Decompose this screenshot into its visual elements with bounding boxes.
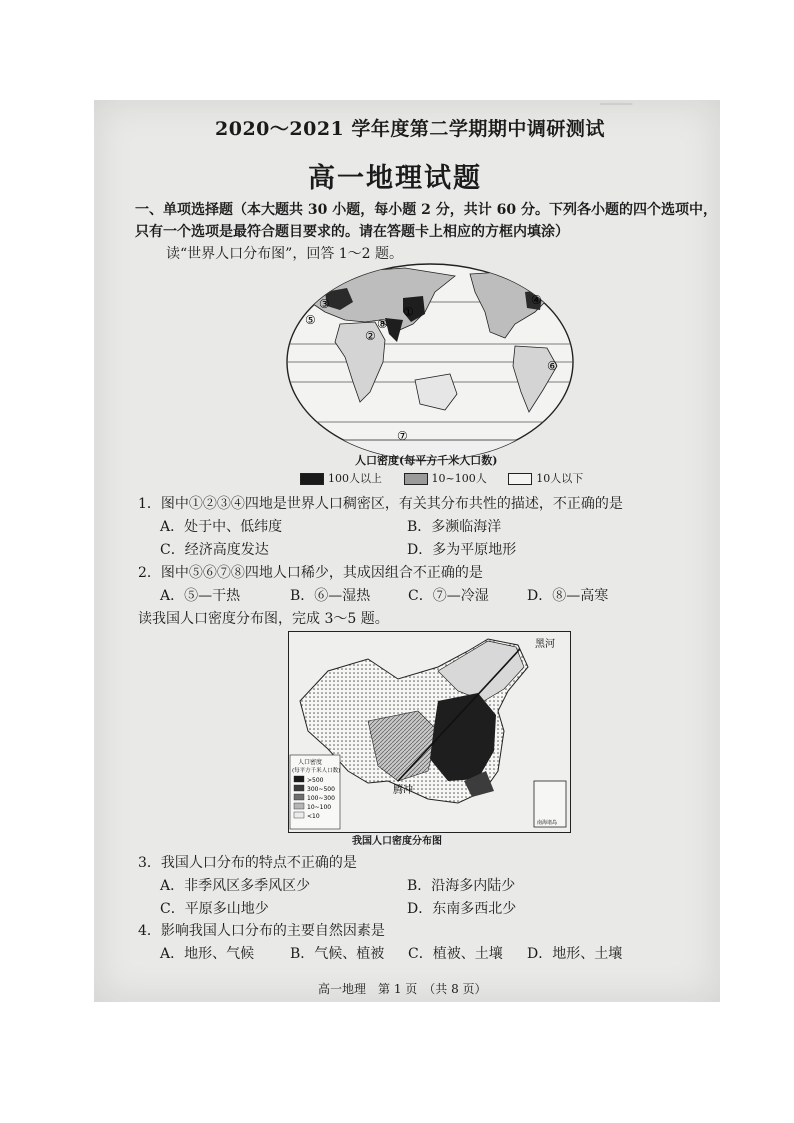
- question-2-option-d: D．⑧—高寒: [527, 588, 609, 604]
- china-legend-100-300: 100~300: [307, 795, 335, 802]
- question-4-option-d: D．地形、土壤: [527, 946, 623, 962]
- section-heading-line2: 只有一个选项是最符合题目要求的。请在答题卡上相应的方框内填涂）: [135, 224, 569, 240]
- legend-item-sparse: 10人以下: [508, 472, 583, 485]
- marker-3: ③: [319, 297, 330, 311]
- question-1-option-a: A．处于中、低纬度: [160, 519, 283, 535]
- china-map-caption: 我国人口密度分布图: [352, 836, 442, 847]
- world-population-map: [285, 262, 575, 462]
- question-4-option-a: A．地形、气候: [160, 946, 255, 962]
- label-tengchong: 腾冲: [393, 785, 413, 796]
- china-legend-500: >500: [307, 777, 324, 784]
- exam-subtitle: 高一地理试题: [308, 163, 482, 194]
- china-population-map: [288, 631, 571, 833]
- intro-world-map: 读“世界人口分布图”，回答 1～2 题。: [166, 246, 404, 262]
- legend-item-dense: 100人以上: [300, 472, 382, 485]
- question-3-option-c: C．平原多山地少: [160, 901, 269, 917]
- question-4-option-b: B．气候、植被: [290, 946, 385, 962]
- section-heading-line1: 一、单项选择题（本大题共 30 小题，每小题 2 分，共计 60 分。下列各小题的四个选项中，: [135, 202, 717, 218]
- question-2-stem: 2．图中⑤⑥⑦⑧四地人口稀少，其成因组合不正确的是: [138, 565, 483, 581]
- china-legend-under-10: <10: [307, 813, 320, 820]
- question-3-option-b: B．沿海多内陆少: [407, 878, 516, 894]
- question-1-option-c: C．经济高度发达: [160, 542, 269, 558]
- legend-item-medium: 10~100人: [404, 472, 487, 485]
- question-3-option-d: D．东南多西北少: [407, 901, 517, 917]
- exam-title: 2020～2021 学年度第二学期期中调研测试: [215, 118, 605, 140]
- inset-label: 南海诸岛: [537, 820, 558, 826]
- intro-china-map: 读我国人口密度分布图，完成 3～5 题。: [138, 611, 389, 627]
- world-map-legend: [300, 470, 583, 486]
- question-3-stem: 3．我国人口分布的特点不正确的是: [138, 855, 357, 871]
- china-legend-300-500: 300~500: [307, 786, 335, 793]
- marker-7: ⑦: [397, 429, 408, 443]
- question-1-option-b: B．多濒临海洋: [407, 519, 502, 535]
- question-2-option-a: A．⑤—干热: [160, 588, 241, 604]
- marker-2: ②: [365, 329, 376, 343]
- china-legend-title-1: 人口密度: [298, 759, 323, 766]
- question-4-option-c: C．植被、土壤: [408, 946, 503, 962]
- world-map-legend-title: 人口密度(每平方千米人口数): [355, 454, 498, 467]
- page-footer: 高一地理 第 1 页 （共 8 页）: [318, 982, 487, 996]
- question-3-option-a: A．非季风区多季风区少: [160, 878, 311, 894]
- question-2-option-b: B．⑥—湿热: [290, 588, 371, 604]
- question-1-option-d: D．多为平原地形: [407, 542, 517, 558]
- question-4-stem: 4．影响我国人口分布的主要自然因素是: [138, 923, 385, 939]
- marker-4: ④: [531, 293, 542, 307]
- question-2-option-c: C．⑦—冷湿: [408, 588, 489, 604]
- marker-8: ⑧: [377, 317, 388, 331]
- marker-6: ⑥: [547, 359, 558, 373]
- china-legend-10-100: 10~100: [307, 804, 332, 811]
- question-1-stem: 1．图中①②③④四地是世界人口稠密区，有关其分布共性的描述，不正确的是: [138, 496, 623, 512]
- marker-1: ①: [403, 305, 414, 319]
- label-heihe: 黑河: [535, 639, 555, 650]
- china-legend-title-2: (每平方千米人口数): [292, 768, 341, 774]
- bleed-through-text: ▔▔▔: [600, 104, 633, 120]
- marker-5: ⑤: [305, 313, 316, 327]
